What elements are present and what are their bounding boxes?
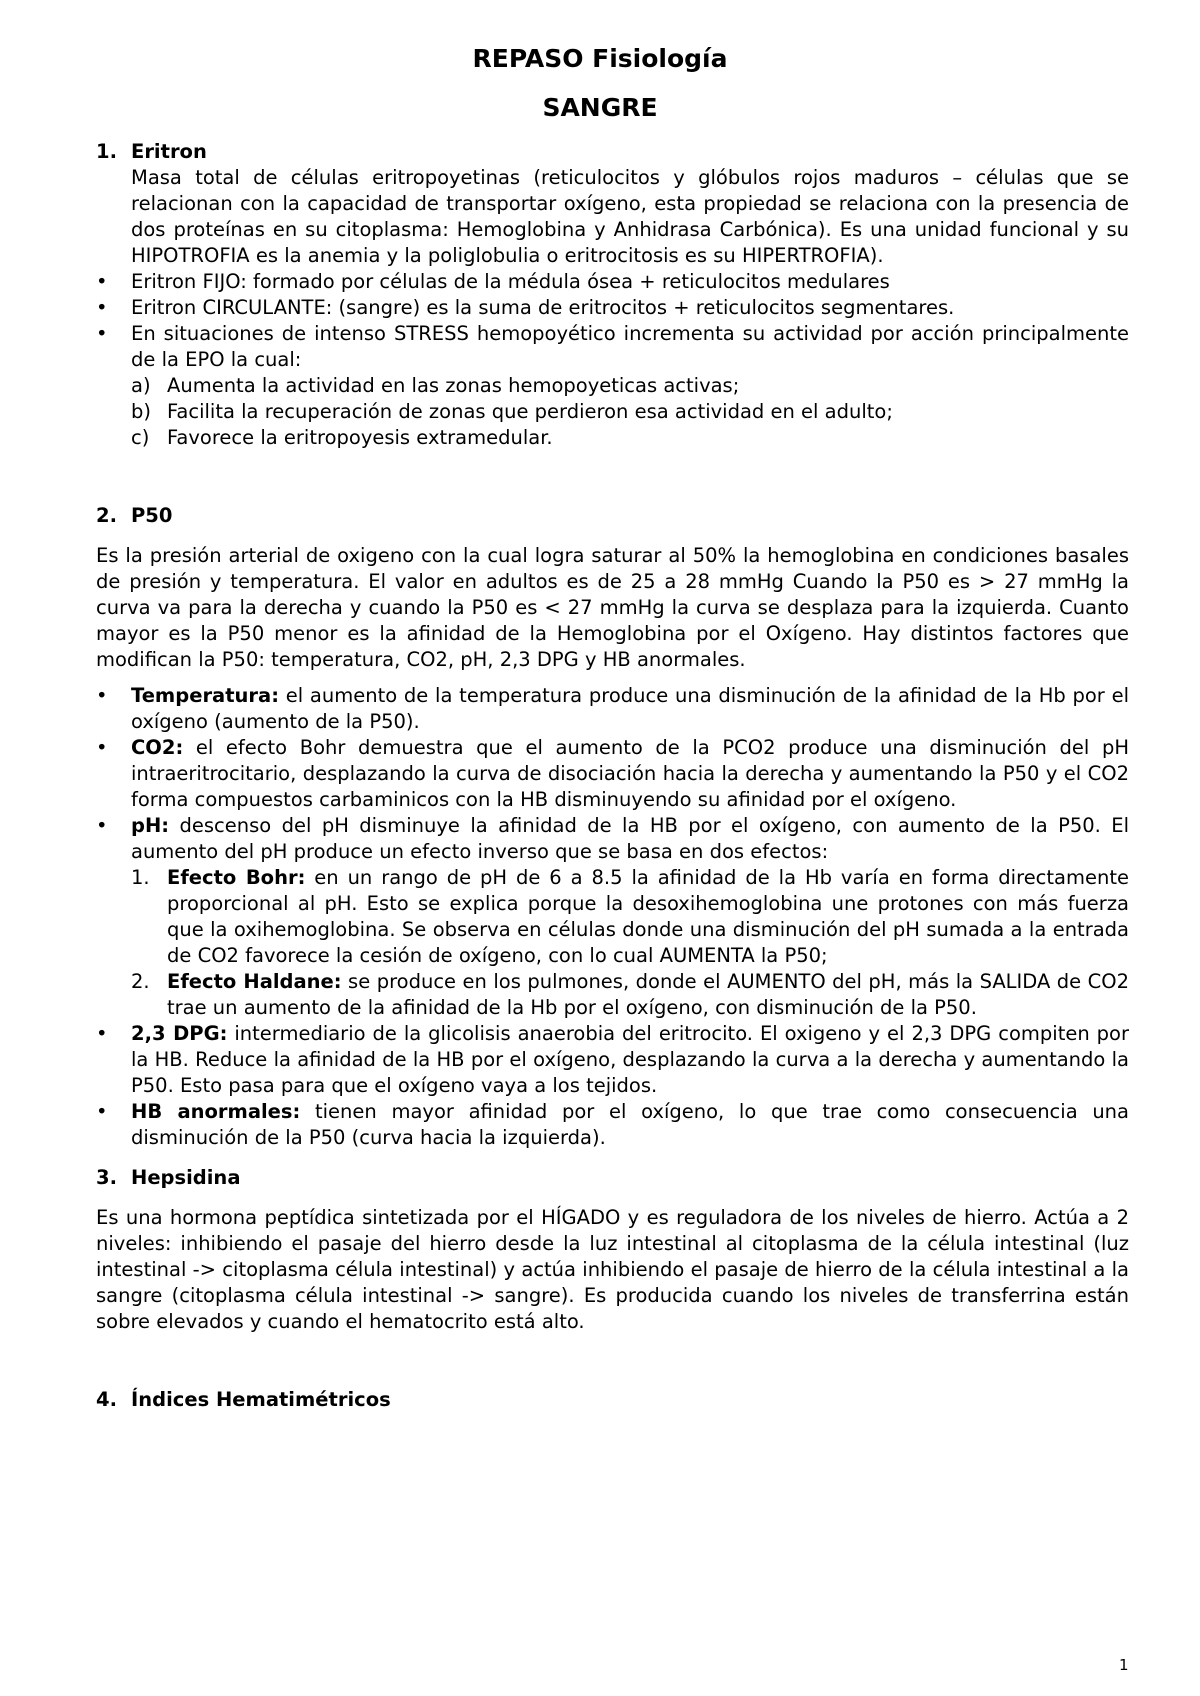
section-heading-hepsidina bbox=[96, 1165, 1129, 1191]
list-item bbox=[96, 1021, 1129, 1099]
bullet-icon: • bbox=[96, 322, 108, 345]
list-item-text: tienen mayor afinidad por el oxígeno, lo que trae como consecuencia una disminución de la P50 (curva hacia la izquierda). bbox=[131, 1100, 1129, 1149]
list-item-text: el efecto Bohr demuestra que el aumento de la PCO2 produce una disminución del pH intraeritrocitario, desplazando la curva de disociación hacia la derecha y aumentando la P50 y el CO2 forma compuestos carbaminicos con la HB disminuyendo su afinidad por el oxígeno. bbox=[131, 736, 1129, 811]
section-number: 2. bbox=[96, 504, 117, 527]
list-item bbox=[96, 269, 1129, 295]
list-item bbox=[131, 425, 1129, 451]
section-number: 4. bbox=[96, 1388, 117, 1411]
bullet-icon: • bbox=[96, 270, 108, 293]
section-heading-eritron bbox=[96, 139, 1129, 165]
list-marker: c) bbox=[131, 426, 150, 449]
page-subtitle: SANGRE bbox=[542, 93, 658, 122]
list-item bbox=[96, 321, 1129, 451]
item-label: Efecto Bohr: bbox=[167, 866, 306, 889]
document-body bbox=[96, 139, 1129, 1413]
ph-effects-list bbox=[131, 865, 1129, 1021]
item-label: 2,3 DPG: bbox=[131, 1022, 228, 1045]
item-label: HB anormales: bbox=[131, 1100, 301, 1123]
section-title: Eritron bbox=[131, 140, 207, 163]
p50-paragraph: Es la presión arterial de oxigeno con la cual logra saturar al 50% la hemoglobina en condiciones basales de presión y temperatura. El valor en adultos es de 25 a 28 mmHg Cuando la P50 es > 27 mmHg la curva va para la derecha y cuando la P50 es < 27 mmHg la curva se desplaza para la izquierda. Cuanto mayor es la P50 menor es la afinidad de la Hemoglobina por el Oxígeno. Hay distintos factores que modifican la P50: temperatura, CO2, pH, 2,3 DPG y HB anormales. bbox=[96, 544, 1129, 671]
list-item-text: el aumento de la temperatura produce una disminución de la afinidad de la Hb por el oxígeno (aumento de la P50). bbox=[131, 684, 1129, 733]
list-item bbox=[96, 1099, 1129, 1151]
bullet-icon: • bbox=[96, 736, 108, 759]
item-label: pH: bbox=[131, 814, 170, 837]
eritron-bullet-list bbox=[96, 269, 1129, 451]
bullet-icon: • bbox=[96, 1022, 108, 1045]
list-item bbox=[131, 399, 1129, 425]
eritron-paragraph: Masa total de células eritropoyetinas (reticulocitos y glóbulos rojos maduros – células que se relacionan con la capacidad de transportar oxígeno, esta propiedad se relaciona con la presencia de dos proteínas en su citoplasma: Hemoglobina y Anhidrasa Carbónica). Es una unidad funcional y su HIPOTROFIA es la anemia y la poliglobulia o eritrocitosis es su HIPERTROFIA). bbox=[131, 166, 1129, 267]
section-title: Hepsidina bbox=[131, 1166, 241, 1189]
list-item-text: se produce en los pulmones, donde el AUMENTO del pH, más la SALIDA de CO2 trae un aumento de la afinidad de la Hb por el oxígeno, con disminución de la P50. bbox=[167, 970, 1130, 1019]
list-marker: 2. bbox=[131, 970, 150, 993]
list-item-text: intermediario de la glicolisis anaerobia del eritrocito. El oxigeno y el 2,3 DPG compiten por la HB. Reduce la afinidad de la HB por el oxígeno, desplazando la curva a la derecha y aumentando la P50. Esto pasa para que el oxígeno vaya a los tejidos. bbox=[131, 1022, 1129, 1097]
list-item bbox=[131, 865, 1129, 969]
section-number: 1. bbox=[96, 140, 117, 163]
hepsidina-paragraph: Es una hormona peptídica sintetizada por el HÍGADO y es reguladora de los niveles de hierro. Actúa a 2 niveles: inhibiendo el pasaje del hierro desde la luz intestinal al citoplasma de la célula intestinal (luz intestinal -> citoplasma célula intestinal) y actúa inhibiendo el pasaje de hierro de la célula intestinal a la sangre (citoplasma célula intestinal -> sangre). Es producida cuando los niveles de transferrina están sobre elevados y cuando el hematocrito está alto. bbox=[96, 1206, 1129, 1333]
list-item-text: En situaciones de intenso STRESS hemopoyético incrementa su actividad por acción principalmente de la EPO la cual: bbox=[131, 322, 1129, 371]
section-title: P50 bbox=[131, 504, 173, 527]
bullet-icon: • bbox=[96, 814, 108, 837]
list-item-text: Eritron FIJO: formado por células de la médula ósea + reticulocitos medulares bbox=[131, 270, 890, 293]
bullet-icon: • bbox=[96, 1100, 108, 1123]
section-heading-indices bbox=[96, 1387, 1129, 1413]
list-marker: b) bbox=[131, 400, 151, 423]
list-item bbox=[96, 295, 1129, 321]
list-item bbox=[96, 813, 1129, 1021]
list-item-text: descenso del pH disminuye la afinidad de la HB por el oxígeno, con aumento de la P50. El aumento del pH produce un efecto inverso que se basa en dos efectos: bbox=[131, 814, 1129, 863]
list-item bbox=[96, 735, 1129, 813]
list-item bbox=[131, 373, 1129, 399]
epo-effects-list bbox=[131, 373, 1129, 451]
list-marker: 1. bbox=[131, 866, 150, 889]
item-label: CO2: bbox=[131, 736, 184, 759]
section-heading-p50 bbox=[96, 503, 1129, 529]
list-item-text: Facilita la recuperación de zonas que perdieron esa actividad en el adulto; bbox=[167, 400, 893, 423]
bullet-icon: • bbox=[96, 296, 108, 319]
list-marker: a) bbox=[131, 374, 151, 397]
item-label: Temperatura: bbox=[131, 684, 279, 707]
page-title: REPASO Fisiología bbox=[472, 44, 728, 73]
list-item-text: Aumenta la actividad en las zonas hemopoyeticas activas; bbox=[167, 374, 740, 397]
item-label: Efecto Haldane: bbox=[167, 970, 342, 993]
list-item bbox=[96, 683, 1129, 735]
list-item bbox=[131, 969, 1129, 1021]
section-title: Índices Hematimétricos bbox=[131, 1388, 391, 1411]
list-item-text: Eritron CIRCULANTE: (sangre) es la suma de eritrocitos + reticulocitos segmentares. bbox=[131, 296, 955, 319]
list-item-text: Favorece la eritropoyesis extramedular. bbox=[167, 426, 553, 449]
p50-factors-list bbox=[96, 683, 1129, 1151]
bullet-icon: • bbox=[96, 684, 108, 707]
list-item-text: en un rango de pH de 6 a 8.5 la afinidad de la Hb varía en forma directamente proporcional al pH. Esto se explica porque la desoxihemoglobina une protones con más fuerza que la oxihemoglobina. Se observa en células donde una disminución del pH sumada a la entrada de CO2 favorece la cesión de oxígeno, con lo cual AUMENTA la P50; bbox=[167, 866, 1129, 967]
page-number: 1 bbox=[1119, 1656, 1129, 1674]
section-number: 3. bbox=[96, 1166, 117, 1189]
